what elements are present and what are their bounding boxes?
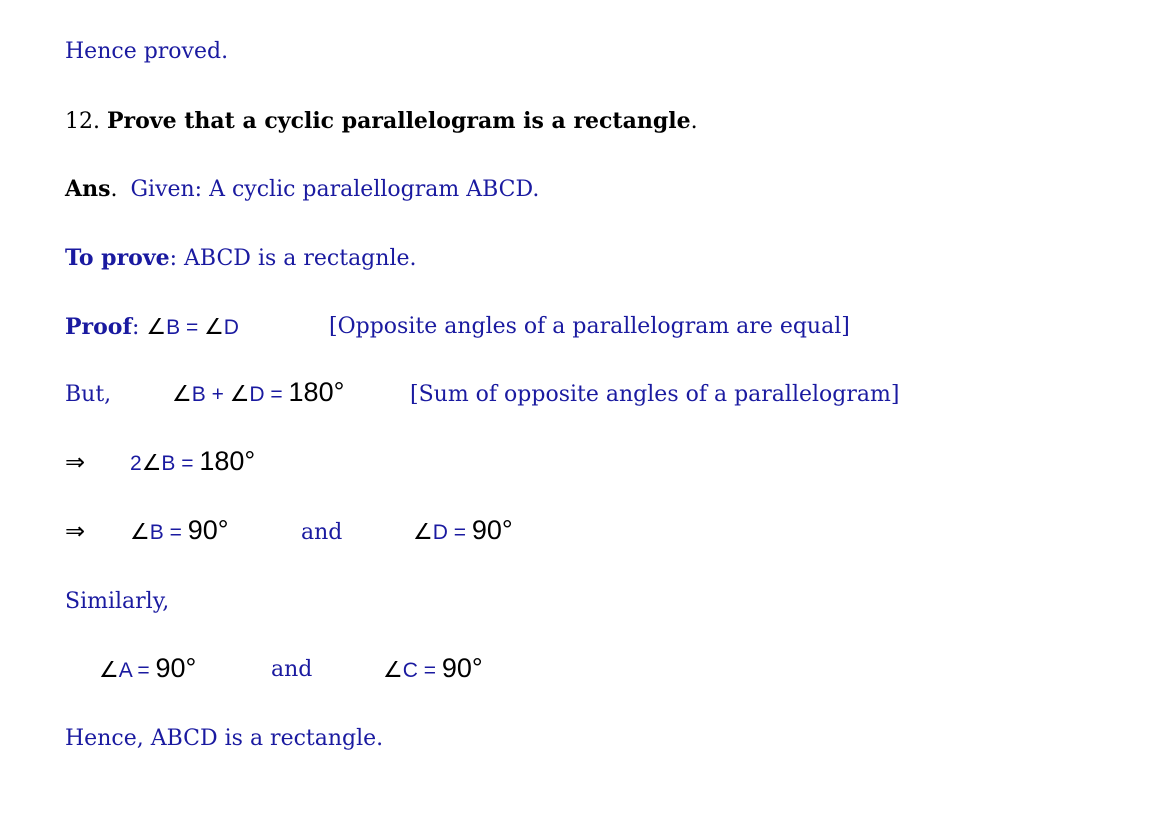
- and-word: and: [301, 520, 343, 545]
- proof-eq-b: B =: [166, 316, 205, 339]
- step-four-a: [99, 654, 196, 685]
- proof-label: Proof: [65, 314, 132, 340]
- step3-d: D =: [432, 521, 472, 544]
- question-heading: [65, 107, 698, 136]
- step3-d-value: 90°: [471, 515, 513, 545]
- and-word: and: [271, 657, 313, 682]
- question-period: .: [690, 109, 698, 134]
- step-two-line: [65, 448, 85, 478]
- step2-value: 180°: [199, 446, 256, 476]
- hence-proved-text: Hence proved.: [65, 39, 229, 64]
- sum-equation: [172, 378, 344, 409]
- proof-eq-d: D: [223, 316, 239, 339]
- step4-a-value: 90°: [155, 653, 197, 683]
- step4-c-value: 90°: [441, 653, 483, 683]
- angle-icon: ∠: [383, 658, 403, 683]
- question-number: 12.: [65, 109, 100, 134]
- angle-icon: ∠: [229, 382, 250, 407]
- step-three-d: [413, 516, 513, 547]
- to-prove-label: To prove: [65, 245, 170, 271]
- step4-a: A =: [118, 659, 156, 682]
- sum-b: B +: [191, 383, 230, 406]
- sum-d: D =: [249, 383, 289, 406]
- step-four-c: [383, 654, 483, 685]
- step-two-equation: [130, 447, 255, 478]
- step3-b: B =: [149, 521, 188, 544]
- step2-prefix: 2: [130, 452, 142, 475]
- step-three-b: [130, 516, 229, 547]
- answer-given-line: [65, 175, 539, 204]
- given-text: Given: A cyclic paralellogram ABCD.: [130, 177, 540, 202]
- angle-icon: ∠: [172, 382, 192, 407]
- step-three-line: [65, 517, 85, 547]
- angle-icon: ∠: [204, 315, 224, 340]
- proof-colon: :: [131, 315, 140, 340]
- question-text: Prove that a cyclic parallelogram is a rectangle: [107, 108, 691, 134]
- angle-icon: ∠: [130, 520, 150, 545]
- to-prove-line: [65, 244, 417, 273]
- proof-line: [65, 313, 239, 342]
- to-prove-text: : ABCD is a rectagnle.: [169, 246, 417, 271]
- angle-icon: ∠: [99, 658, 119, 683]
- step2-b: B =: [161, 452, 200, 475]
- conclusion-text: Hence, ABCD is a rectangle.: [65, 726, 384, 751]
- step3-b-value: 90°: [187, 515, 229, 545]
- proof-reason: [Opposite angles of a parallelogram are equal]: [329, 314, 850, 339]
- similarly-text: Similarly,: [65, 589, 170, 614]
- sum-value: 180°: [288, 377, 345, 407]
- implies-icon: ⇒: [65, 517, 86, 545]
- ans-dot: .: [110, 177, 118, 202]
- angle-icon: ∠: [146, 315, 167, 340]
- angle-icon: ∠: [141, 451, 162, 476]
- angle-icon: ∠: [413, 520, 433, 545]
- step4-c: C =: [402, 659, 442, 682]
- but-label: But,: [65, 382, 112, 407]
- ans-label: Ans: [65, 176, 111, 202]
- sum-reason: [Sum of opposite angles of a parallelogram]: [410, 382, 900, 407]
- implies-icon: ⇒: [65, 448, 86, 476]
